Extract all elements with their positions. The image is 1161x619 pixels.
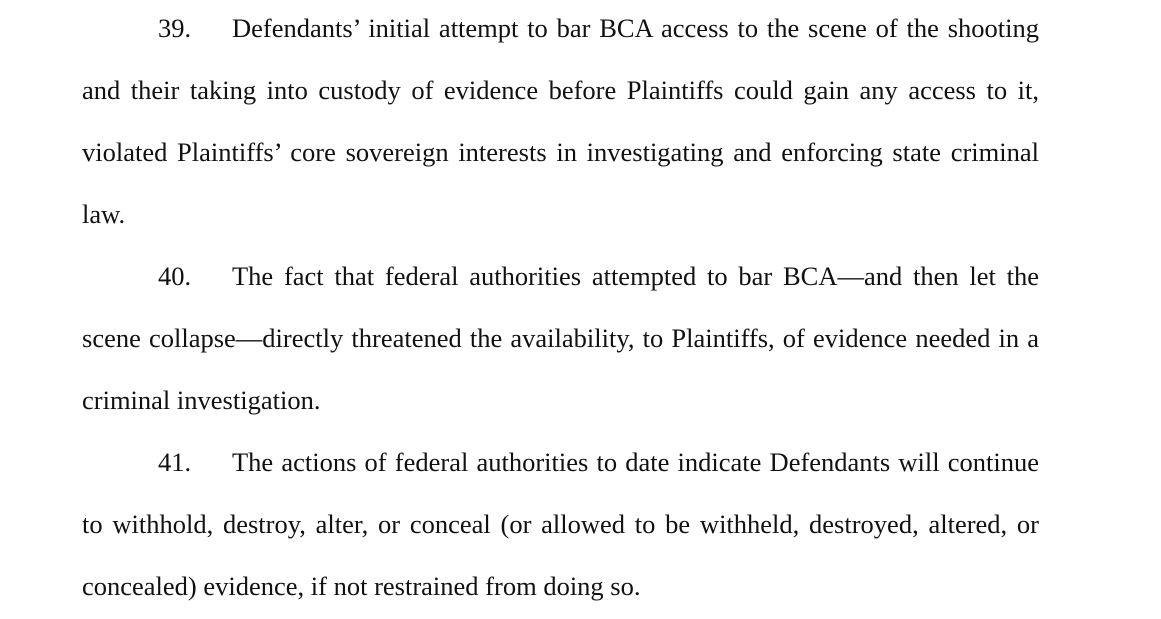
- paragraph-number: 40.: [158, 261, 192, 291]
- paragraph-40-line-2: scene collapse—directly threatened the availability, to Plaintiffs, of evidence needed in a: [82, 323, 1039, 353]
- paragraph-text: Defendants’ initial attempt to bar BCA access to the scene of the shooting: [232, 13, 1039, 43]
- paragraph-40-line-3: criminal investigation.: [82, 385, 321, 415]
- paragraph-41-line-3: concealed) evidence, if not restrained from doing so.: [82, 571, 641, 601]
- paragraph-39-line-3: violated Plaintiffs’ core sovereign interests in investigating and enforcing state criminal: [82, 137, 1039, 167]
- paragraph-39-line-1: [158, 12, 1039, 44]
- paragraph-text: The fact that federal authorities attempted to bar BCA—and then let the: [232, 261, 1039, 291]
- paragraph-number: 41.: [158, 447, 192, 477]
- paragraph-41-line-1: [158, 446, 1039, 478]
- paragraph-39-line-2: and their taking into custody of evidence before Plaintiffs could gain any access to it,: [82, 75, 1039, 105]
- paragraph-40-line-1: [158, 260, 1039, 292]
- paragraph-39-line-4: law.: [82, 199, 126, 229]
- paragraph-number: 39.: [158, 13, 192, 43]
- paragraph-text: The actions of federal authorities to date indicate Defendants will continue: [232, 447, 1039, 477]
- paragraph-41-line-2: to withhold, destroy, alter, or conceal (or allowed to be withheld, destroyed, altered, or: [82, 509, 1039, 539]
